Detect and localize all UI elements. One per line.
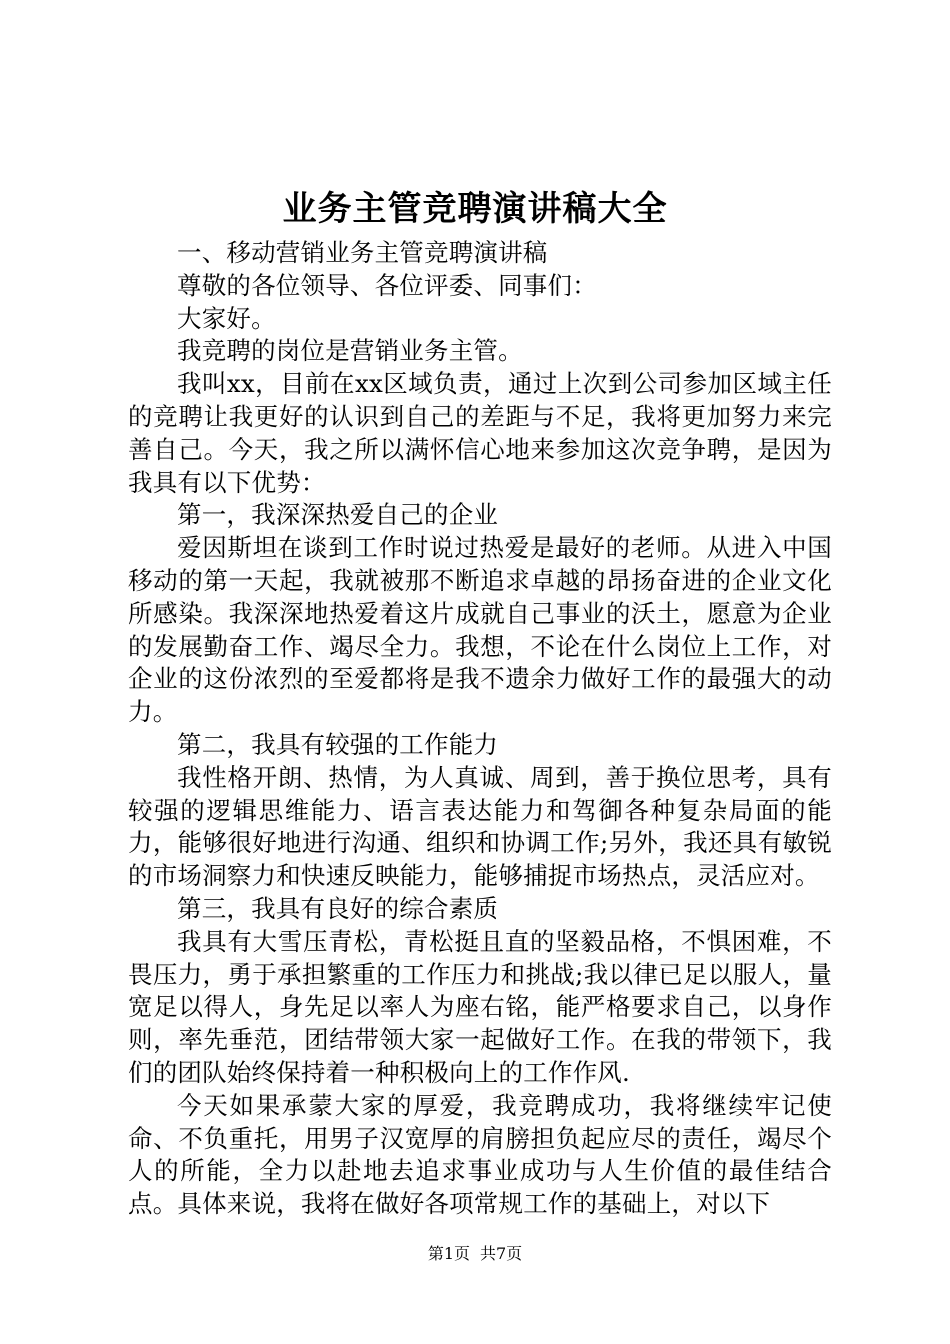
document-body <box>128 237 832 1221</box>
body-paragraph: 我叫xx，目前在xx区域负责，通过上次到公司参加区域主任的竞聘让我更好的认识到自己的差距与不足，我将更加努力来完善自己。今天，我之所以满怀信心地来参加这次竞争聘，是因为我具有以下优势： <box>128 369 832 497</box>
body-paragraph: 今天如果承蒙大家的厚爱，我竞聘成功，我将继续牢记使命、不负重托，用男子汉宽厚的肩膀担负起应尽的责任，竭尽个人的所能，全力以赴地去追求事业成功与人生价值的最佳结合点。具体来说，我将在做好各项常规工作的基础上，对以下 <box>128 1090 832 1219</box>
greeting: 大家好。 <box>177 303 276 333</box>
body-paragraph: 我性格开朗、热情，为人真诚、周到，善于换位思考，具有较强的逻辑思维能力、语言表达能力和驾御各种复杂局面的能力，能够很好地进行沟通、组织和协调工作;另外，我还具有敏锐的市场洞察力和快速反映能力，能够捕捉市场热点，灵活应对。 <box>128 762 832 891</box>
salutation: 尊敬的各位领导、各位评委、同事们： <box>177 270 597 300</box>
body-paragraph: 爱因斯坦在谈到工作时说过热爱是最好的老师。从进入中国移动的第一天起，我就被那不断追求卓越的昂扬奋进的企业文化所感染。我深深地热爱着这片成就自己事业的沃土，愿意为企业的发展勤奋工作、竭尽全力。我想，不论在什么岗位上工作，对企业的这份浓烈的至爱都将是我不遗余力做好工作的最强大的动力。 <box>128 533 832 727</box>
body-paragraph: 我竞聘的岗位是营销业务主管。 <box>177 336 523 366</box>
point-heading: 第一，我深深热爱自己的企业 <box>177 500 499 530</box>
body-paragraph: 我具有大雪压青松，青松挺且直的坚毅品格，不惧困难，不畏压力，勇于承担繁重的工作压力和挑战;我以律已足以服人，量宽足以得人，身先足以率人为座右铭，能严格要求自己，以身作则，率先垂范，团结带领大家一起做好工作。在我的带领下，我们的团队始终保持着一种积极向上的工作作风. <box>128 926 832 1087</box>
document-title: 业务主管竞聘演讲稿大全 <box>282 189 668 229</box>
point-heading: 第二，我具有较强的工作能力 <box>177 729 499 759</box>
section-heading: 一、移动营销业务主管竞聘演讲稿 <box>177 238 548 267</box>
point-heading: 第三，我具有良好的综合素质 <box>177 893 499 923</box>
page-footer <box>0 1243 950 1265</box>
page-total: 共7页 <box>480 1244 523 1263</box>
page-number: 第1页 <box>427 1244 470 1263</box>
